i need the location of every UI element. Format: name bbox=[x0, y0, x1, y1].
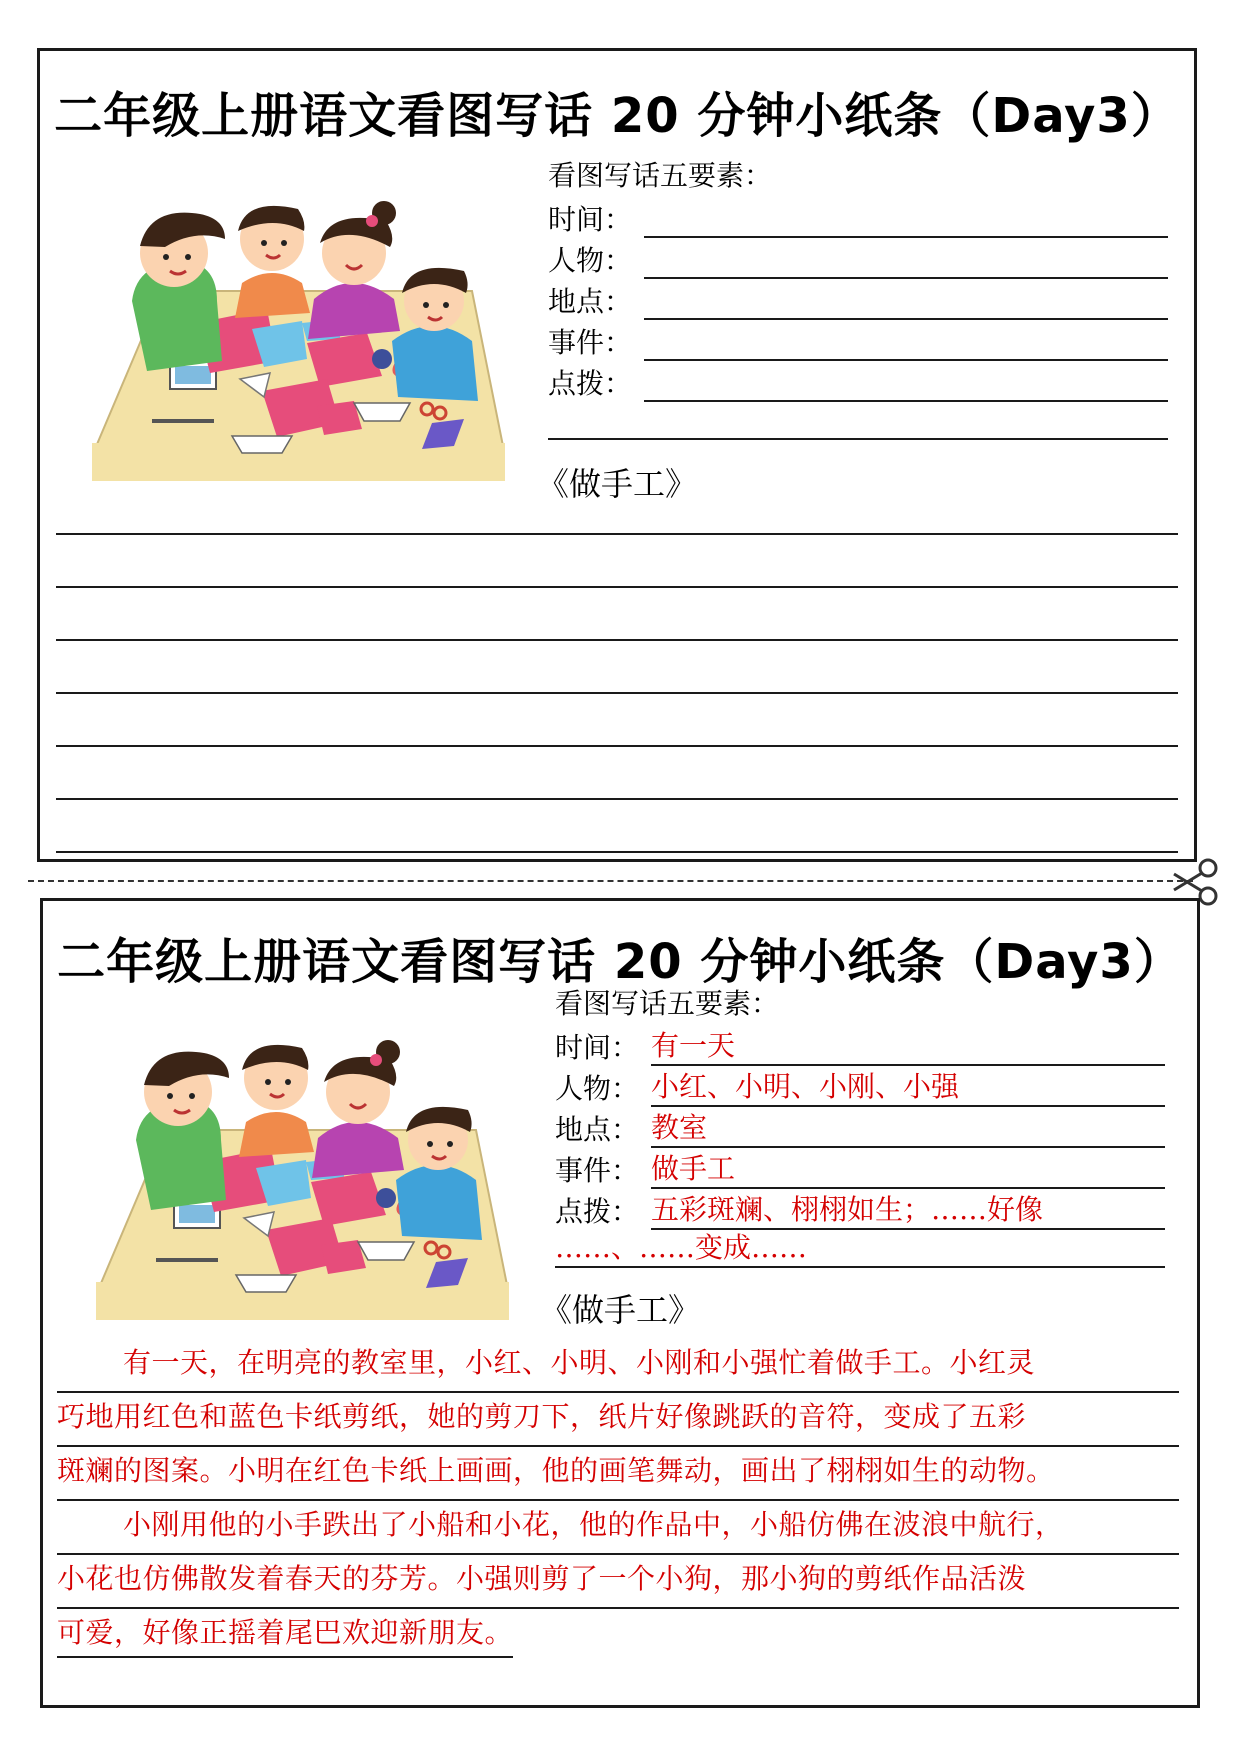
elements-heading: 看图写话五要素： bbox=[548, 159, 773, 192]
writing-line[interactable] bbox=[56, 535, 1178, 588]
essay-line: 斑斓的图案。小明在红色卡纸上画画，他的画笔舞动，画出了栩栩如生的动物。 bbox=[57, 1447, 1179, 1501]
event-field[interactable] bbox=[644, 323, 1168, 361]
essay-line: 小花也仿佛散发着春天的芬芳。小强则剪了一个小狗，那小狗的剪纸作品活泼 bbox=[57, 1555, 1179, 1609]
composition-title: 《做手工》 bbox=[536, 465, 697, 503]
event-row bbox=[555, 1148, 1165, 1189]
children-crafting-illustration bbox=[92, 191, 505, 481]
essay-line: 小刚用他的小手跌出了小船和小花，他的作品中，小船仿佛在波浪中航行， bbox=[57, 1501, 1179, 1555]
place-label: 地点： bbox=[555, 1113, 640, 1146]
five-elements-panel bbox=[548, 155, 1168, 440]
essay-line-text: 可爱，好像正摇着尾巴欢迎新朋友。 bbox=[57, 1610, 513, 1658]
worksheet-title: 二年级上册语文看图写话 20 分钟小纸条（Day3） bbox=[57, 934, 1183, 990]
tips-row bbox=[555, 1189, 1165, 1230]
place-field[interactable] bbox=[644, 282, 1168, 320]
event-label: 事件： bbox=[555, 1154, 640, 1187]
people-row bbox=[555, 1066, 1165, 1107]
time-row bbox=[555, 1025, 1165, 1066]
writing-lines bbox=[56, 531, 1178, 853]
worksheet-answer bbox=[40, 898, 1200, 1708]
children-crafting-illustration bbox=[96, 1029, 509, 1321]
worksheet-blank bbox=[37, 48, 1197, 862]
people-field[interactable] bbox=[644, 241, 1168, 279]
time-row bbox=[548, 197, 1168, 238]
tips-label: 点拨： bbox=[555, 1195, 640, 1228]
tips-answer-continued: ……、……变成…… bbox=[555, 1230, 1165, 1268]
tips-extra-line[interactable] bbox=[548, 402, 1168, 440]
place-answer: 教室 bbox=[651, 1110, 1165, 1148]
people-answer: 小红、小明、小刚、小强 bbox=[651, 1069, 1165, 1107]
essay-line: 有一天，在明亮的教室里，小红、小明、小刚和小强忙着做手工。小红灵 bbox=[57, 1339, 1179, 1393]
writing-line[interactable] bbox=[56, 747, 1178, 800]
model-essay bbox=[57, 1339, 1179, 1661]
time-answer: 有一天 bbox=[651, 1028, 1165, 1066]
elements-heading: 看图写话五要素： bbox=[555, 987, 780, 1020]
writing-line[interactable] bbox=[56, 800, 1178, 853]
people-label: 人物： bbox=[548, 244, 633, 277]
cut-dashed-line bbox=[28, 880, 1193, 882]
worksheet-title: 二年级上册语文看图写话 20 分钟小纸条（Day3） bbox=[54, 88, 1180, 144]
place-label: 地点： bbox=[548, 285, 633, 318]
time-field[interactable] bbox=[644, 200, 1168, 238]
writing-line[interactable] bbox=[56, 641, 1178, 694]
writing-line[interactable] bbox=[56, 694, 1178, 747]
tips-answer: 五彩斑斓、栩栩如生；……好像 bbox=[651, 1192, 1165, 1230]
time-label: 时间： bbox=[548, 203, 633, 236]
tips-row bbox=[548, 361, 1168, 402]
event-row bbox=[548, 320, 1168, 361]
tips-label: 点拨： bbox=[548, 367, 633, 400]
essay-line-last bbox=[57, 1609, 1179, 1661]
event-label: 事件： bbox=[548, 326, 633, 359]
time-label: 时间： bbox=[555, 1031, 640, 1064]
people-row bbox=[548, 238, 1168, 279]
composition-title: 《做手工》 bbox=[539, 1291, 700, 1329]
place-row bbox=[555, 1107, 1165, 1148]
place-row bbox=[548, 279, 1168, 320]
five-elements-panel bbox=[555, 983, 1165, 1268]
writing-line[interactable] bbox=[56, 588, 1178, 641]
essay-line: 巧地用红色和蓝色卡纸剪纸，她的剪刀下，纸片好像跳跃的音符，变成了五彩 bbox=[57, 1393, 1179, 1447]
people-label: 人物： bbox=[555, 1072, 640, 1105]
event-answer: 做手工 bbox=[651, 1151, 1165, 1189]
tips-field[interactable] bbox=[644, 364, 1168, 402]
